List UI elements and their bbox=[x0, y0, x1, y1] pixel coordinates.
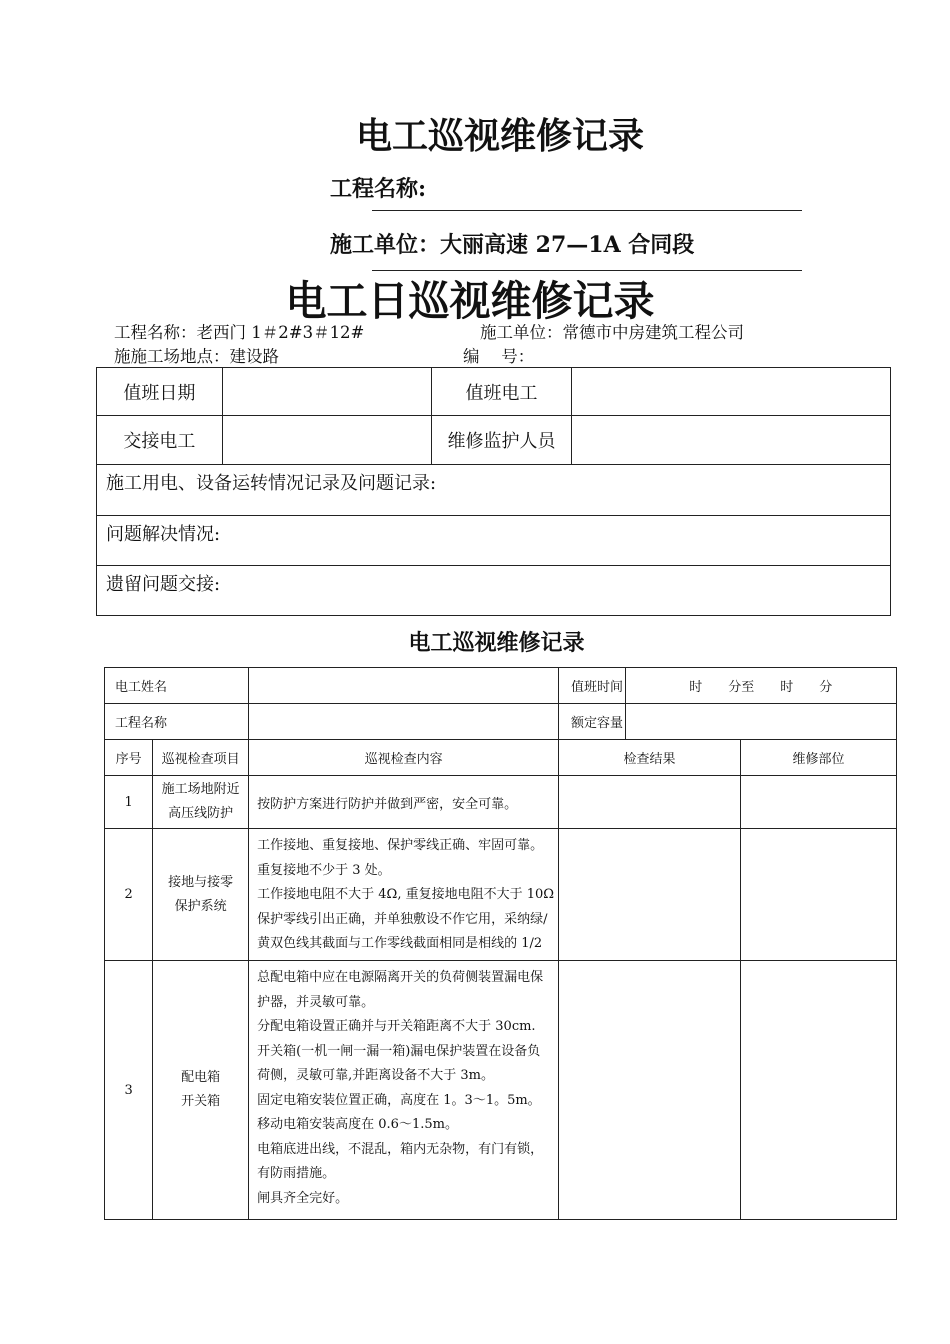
patrol-table bbox=[104, 667, 897, 1220]
supervisor-value[interactable] bbox=[572, 416, 891, 465]
row-3-item-line-1: 配电箱 bbox=[181, 1070, 221, 1085]
handover-electrician-value[interactable] bbox=[222, 416, 431, 465]
resolution-field[interactable]: 问题解决情况: bbox=[97, 516, 891, 566]
row-2-content-line-5: 黄双色线其截面与工作零线截面相同是相线的 1/2 bbox=[257, 936, 543, 951]
row-2-result[interactable] bbox=[559, 829, 741, 961]
duty-time-label: 值班时间 bbox=[559, 668, 626, 704]
row-1-item-line-1: 施工场地附近 bbox=[161, 782, 240, 797]
header-repair-location: 维修部位 bbox=[741, 740, 897, 776]
row-1-result[interactable] bbox=[559, 776, 741, 829]
row-2-content-line-3: 工作接地电阻不大于 4Ω, 重复接地电阻不大于 10Ω bbox=[257, 887, 555, 902]
remaining-issues-field[interactable]: 遗留问题交接: bbox=[97, 566, 891, 616]
header-no: 序号 bbox=[105, 740, 153, 776]
cover-unit-label: 施工单位：大丽高速 27—1A 合同段 bbox=[330, 232, 695, 258]
row-2-content bbox=[249, 829, 559, 961]
row-2-repair-location[interactable] bbox=[741, 829, 897, 961]
duty-time-value[interactable]: 时 分至 时 分 bbox=[625, 668, 896, 704]
handover-electrician-label: 交接电工 bbox=[97, 416, 223, 465]
row-3-no: 3 bbox=[105, 961, 153, 1220]
power-record-field[interactable]: 施工用电、设备运转情况记录及问题记录: bbox=[97, 465, 891, 516]
row-1-no: 1 bbox=[105, 776, 153, 829]
daily-site: 施施工场地点：建设路 bbox=[114, 347, 279, 366]
row-3-content-line-3: 分配电箱设置正确并与开关箱距离不大于 30cm. bbox=[257, 1019, 536, 1034]
duty-date-label: 值班日期 bbox=[97, 368, 223, 416]
daily-record-table bbox=[96, 367, 891, 616]
row-3-content-line-9: 有防雨措施。 bbox=[257, 1166, 336, 1181]
rated-capacity-label: 额定容量 bbox=[559, 704, 626, 740]
row-3-item bbox=[153, 961, 249, 1220]
cover-title: 电工巡视维修记录 bbox=[355, 115, 644, 157]
row-3-repair-location[interactable] bbox=[741, 961, 897, 1220]
row-3-content-line-5: 荷侧，灵敏可靠,并距离设备不大于 3m。 bbox=[257, 1068, 495, 1083]
row-3-content-line-4: 开关箱(一机一闸一漏一箱)漏电保护装置在设备负 bbox=[257, 1043, 541, 1059]
cover-project-underline bbox=[372, 210, 802, 211]
daily-title: 电工日巡视维修记录 bbox=[285, 277, 655, 325]
row-2-item-line-1: 接地与接零 bbox=[168, 874, 234, 890]
row-2-content-line-4: 保护零线引出正确，并单独敷设不作它用，采纳绿/ bbox=[257, 911, 548, 927]
duty-date-value[interactable] bbox=[222, 368, 431, 416]
daily-unit: 施工单位：常德市中房建筑工程公司 bbox=[480, 323, 744, 342]
row-1-content: 按防护方案进行防护并做到严密，安全可靠。 bbox=[249, 776, 559, 829]
row-2-no: 2 bbox=[105, 829, 153, 961]
daily-number: 编 号： bbox=[463, 347, 535, 366]
duty-electrician-value[interactable] bbox=[572, 368, 891, 416]
electrician-name-label: 电工姓名 bbox=[105, 668, 249, 704]
row-2-content-line-2: 重复接地不少于 3 处。 bbox=[257, 862, 391, 878]
rated-capacity-value[interactable] bbox=[625, 704, 896, 740]
row-1-item bbox=[153, 776, 249, 829]
duty-electrician-label: 值班电工 bbox=[431, 368, 572, 416]
row-1-repair-location[interactable] bbox=[741, 776, 897, 829]
header-content: 巡视检查内容 bbox=[249, 740, 559, 776]
row-3-item-line-2: 开关箱 bbox=[181, 1094, 221, 1109]
row-3-content-line-7: 移动电箱安装高度在 0.6～1.5m。 bbox=[257, 1117, 458, 1132]
daily-project: 工程名称：老西门 1＃2#3＃12# bbox=[114, 323, 365, 342]
row-2-item bbox=[153, 829, 249, 961]
row-2-content-line-1: 工作接地、重复接地、保护零线正确、牢固可靠。 bbox=[257, 838, 544, 853]
project-name-label: 工程名称 bbox=[105, 704, 249, 740]
electrician-name-value[interactable] bbox=[249, 668, 559, 704]
row-3-content-line-6: 固定电箱安装位置正确，高度在 1。3～1。5m。 bbox=[257, 1092, 541, 1108]
patrol-title: 电工巡视维修记录 bbox=[408, 630, 585, 656]
row-3-content-line-2: 护器，并灵敏可靠。 bbox=[257, 994, 375, 1010]
cover-project-label: 工程名称: bbox=[330, 176, 427, 202]
supervisor-label: 维修监护人员 bbox=[431, 416, 572, 465]
row-3-result[interactable] bbox=[559, 961, 741, 1220]
row-2-item-line-2: 保护系统 bbox=[174, 898, 227, 914]
project-name-value[interactable] bbox=[249, 704, 559, 740]
row-1-item-line-2: 高压线防护 bbox=[168, 806, 234, 821]
header-result: 检查结果 bbox=[559, 740, 741, 776]
row-3-content-line-1: 总配电箱中应在电源隔离开关的负荷侧装置漏电保 bbox=[257, 970, 544, 985]
row-3-content-line-8: 电箱底进出线，不混乱，箱内无杂物，有门有锁， bbox=[257, 1141, 544, 1157]
row-3-content-line-10: 闸具齐全完好。 bbox=[257, 1190, 349, 1206]
header-item: 巡视检查项目 bbox=[153, 740, 249, 776]
row-3-content bbox=[249, 961, 559, 1220]
